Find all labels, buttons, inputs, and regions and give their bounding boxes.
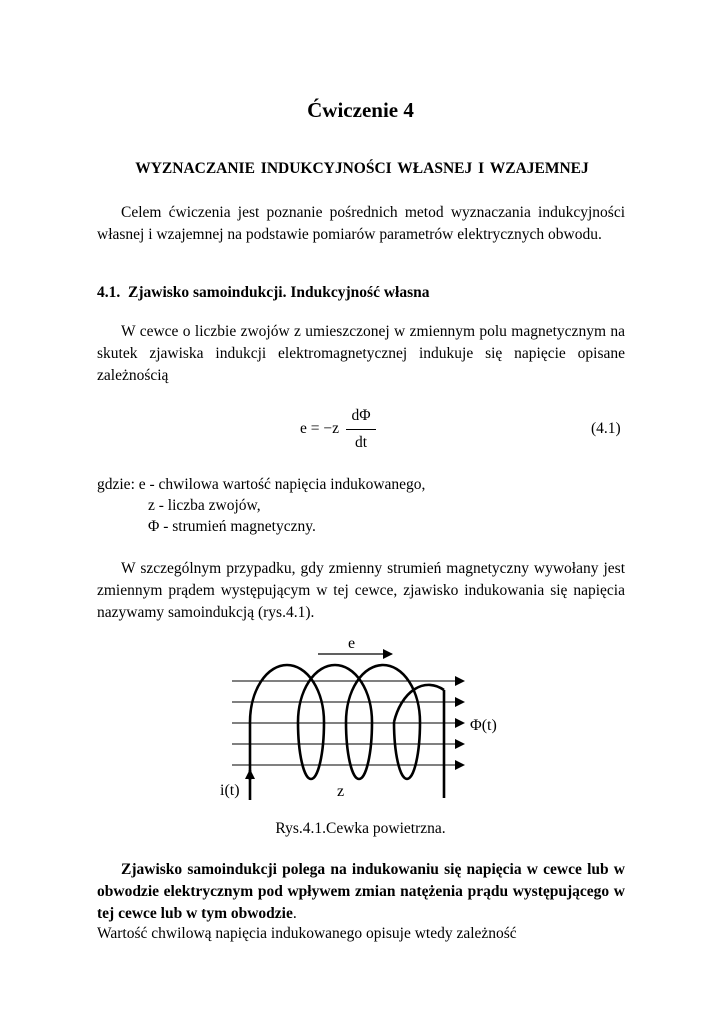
definition-z: z - liczba zwojów, [148,497,261,514]
page-title: Ćwiczenie 4 [307,98,414,122]
figure-caption: Rys.4.1.Cewka powietrzna. [275,820,446,837]
label-z: z [337,783,345,800]
section-heading [97,284,429,302]
definition-phi: Φ - strumień magnetyczny. [148,518,316,535]
exercise-heading: WYZNACZANIE INDUKCYJNOŚCI WŁASNEJ I WZAJEMNEJ [135,160,589,177]
equation-numerator: dΦ [351,407,371,424]
equation-denominator: dt [354,434,368,451]
equation-lhs: e = −z [300,420,339,437]
coil-figure [200,630,520,810]
equation-number: (4.1) [591,420,621,437]
coil-winding [250,665,444,798]
intro-paragraph: Celem ćwiczenia jest poznanie pośrednich metod wyznaczania indukcyjności własnej i wzajemnej na podstawie pomiarów parametrów elektrycznych obwodu. [97,204,625,243]
label-e: e [348,635,356,652]
paragraph-self-induction: W cewce o liczbie zwojów z umieszczonej w zmiennym polu magnetycznym na skutek zjawiska indukcji elektromagnetycznej indukuje się napięcie opisane zależnością [97,323,625,384]
definition-period: . [292,905,297,922]
section-title: Zjawisko samoindukcji. Indukcyjność własna [128,284,430,301]
final-line: Wartość chwilową napięcia indukowanego opisuje wtedy zależność [97,925,517,942]
paragraph-samoindukcja: W szczególnym przypadku, gdy zmienny strumień magnetyczny wywołany jest zmiennym prądem występującym w tej cewce, zjawisko indukowania się napięcia nazywamy samoindukcją (rys.4.1). [97,560,625,621]
fraction-bar [346,429,376,430]
definition-paragraph [97,859,625,925]
definition-e: gdzie: e - chwilowa wartość napięcia indukowanego, [97,476,426,493]
definition-bold-text: Zjawisko samoindukcji polega na indukowaniu się napięcia w cewce lub w obwodzie elektrycznym pod wpływem zmian natężenia prądu występującego w tej cewce lub w tym obwodzie [97,861,625,922]
label-flux: Φ(t) [470,717,497,734]
label-current: i(t) [220,782,240,799]
section-number: 4.1. [97,284,121,301]
